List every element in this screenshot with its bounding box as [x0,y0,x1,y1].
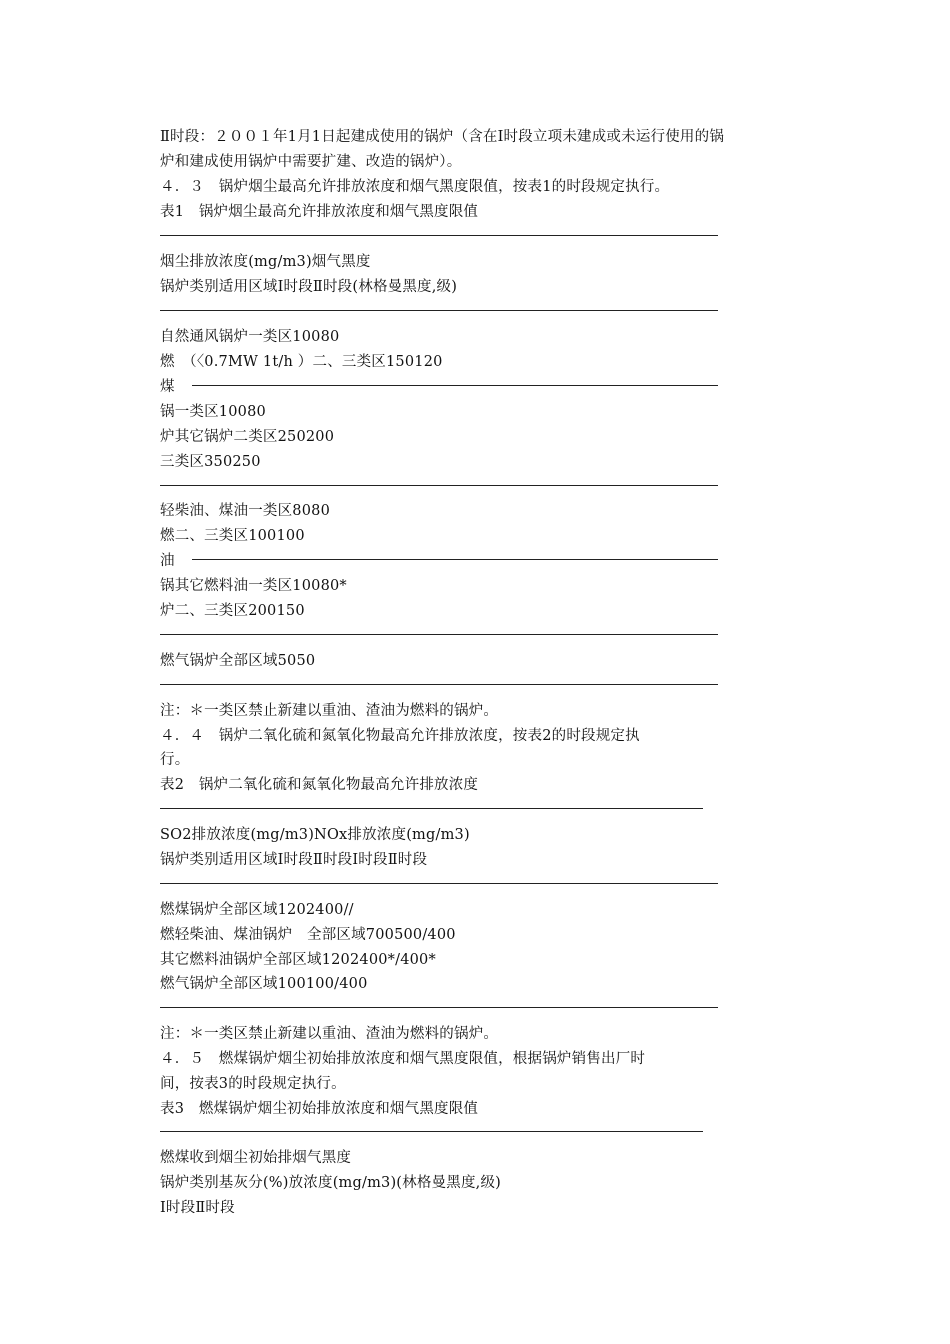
table-1-inner-rule [192,559,718,560]
clause-4-5-line-1: ４．５ 燃煤锅炉烟尘初始排放浓度和烟气黑度限值，根据锅炉销售出厂时 [160,1051,646,1067]
table-1-row-label: 油 [160,553,175,569]
table-1-bottom-rule [160,684,718,685]
table-3-header-row-3: Ⅰ时段Ⅱ时段 [160,1200,235,1216]
table-1-header-rule [160,310,718,311]
table-1-row: 燃 （〈0.7MW 1t/h ）二、三类区150120 [160,354,443,370]
table-2-header-rule [160,883,718,884]
table-2-row: 燃煤锅炉全部区域1202400// [160,902,354,918]
table-1-row: 燃二、三类区100100 [160,528,305,544]
table-1-row: 燃气锅炉全部区域5050 [160,653,316,669]
paragraph-period-2-line-1: Ⅱ时段：２００１年1月1日起建成使用的锅炉（含在Ⅰ时段立项未建成或未运行使用的锅 [160,129,725,145]
table-1-section-rule [160,634,718,635]
table-1-row: 锅其它燃料油一类区10080* [160,578,347,594]
table-2-header-row-2: 锅炉类别适用区域Ⅰ时段Ⅱ时段Ⅰ时段Ⅱ时段 [160,852,428,868]
paragraph-period-2-line-2: 炉和建成使用锅炉中需要扩建、改造的锅炉）。 [160,154,462,170]
table-2-note: 注：＊一类区禁止新建以重油、渣油为燃料的锅炉。 [160,1026,499,1042]
table-2-title: 表2 锅炉二氧化硫和氮氧化物最高允许排放浓度 [160,777,479,793]
table-2-top-rule [160,808,703,809]
table-1-header-row-1: 烟尘排放浓度(mg/m3)烟气黑度 [160,254,371,270]
table-1-note: 注：＊一类区禁止新建以重油、渣油为燃料的锅炉。 [160,703,499,719]
table-2-row: 燃轻柴油、煤油锅炉 全部区域700500/400 [160,927,456,943]
table-1-inner-rule [192,385,718,386]
table-3-top-rule [160,1131,703,1132]
clause-4-5-line-2: 间，按表3的时段规定执行。 [160,1076,346,1092]
clause-4-3: ４．３ 锅炉烟尘最高允许排放浓度和烟气黑度限值，按表1的时段规定执行。 [160,179,670,195]
table-1-row: 自然通风锅炉一类区10080 [160,329,340,345]
table-2-bottom-rule [160,1007,718,1008]
table-1-row: 炉二、三类区200150 [160,603,305,619]
table-1-row-label: 煤 [160,379,175,395]
clause-4-4-line-2: 行。 [160,752,190,768]
table-2-header-row-1: SO2排放浓度(mg/m3)NOx排放浓度(mg/m3) [160,827,470,843]
table-1-row: 锅一类区10080 [160,404,266,420]
table-2-row: 燃气锅炉全部区域100100/400 [160,976,368,992]
table-1-title: 表1 锅炉烟尘最高允许排放浓度和烟气黑度限值 [160,204,479,220]
table-2-row: 其它燃料油锅炉全部区域1202400*/400* [160,952,436,968]
table-1-row: 炉其它锅炉二类区250200 [160,429,335,445]
table-3-title: 表3 燃煤锅炉烟尘初始排放浓度和烟气黑度限值 [160,1101,479,1117]
table-1-row: 轻柴油、煤油一类区8080 [160,503,331,519]
table-1-row: 三类区350250 [160,454,261,470]
table-1-top-rule [160,235,718,236]
table-3-header-row-1: 燃煤收到烟尘初始排烟气黑度 [160,1150,352,1166]
table-1-section-rule [160,485,718,486]
table-3-header-row-2: 锅炉类别基灰分(%)放浓度(mg/m3)(林格曼黑度,级) [160,1175,502,1191]
clause-4-4-line-1: ４．４ 锅炉二氧化硫和氮氧化物最高允许排放浓度，按表2的时段规定执 [160,728,640,744]
table-1-header-row-2: 锅炉类别适用区域Ⅰ时段Ⅱ时段(林格曼黑度,级) [160,279,458,295]
